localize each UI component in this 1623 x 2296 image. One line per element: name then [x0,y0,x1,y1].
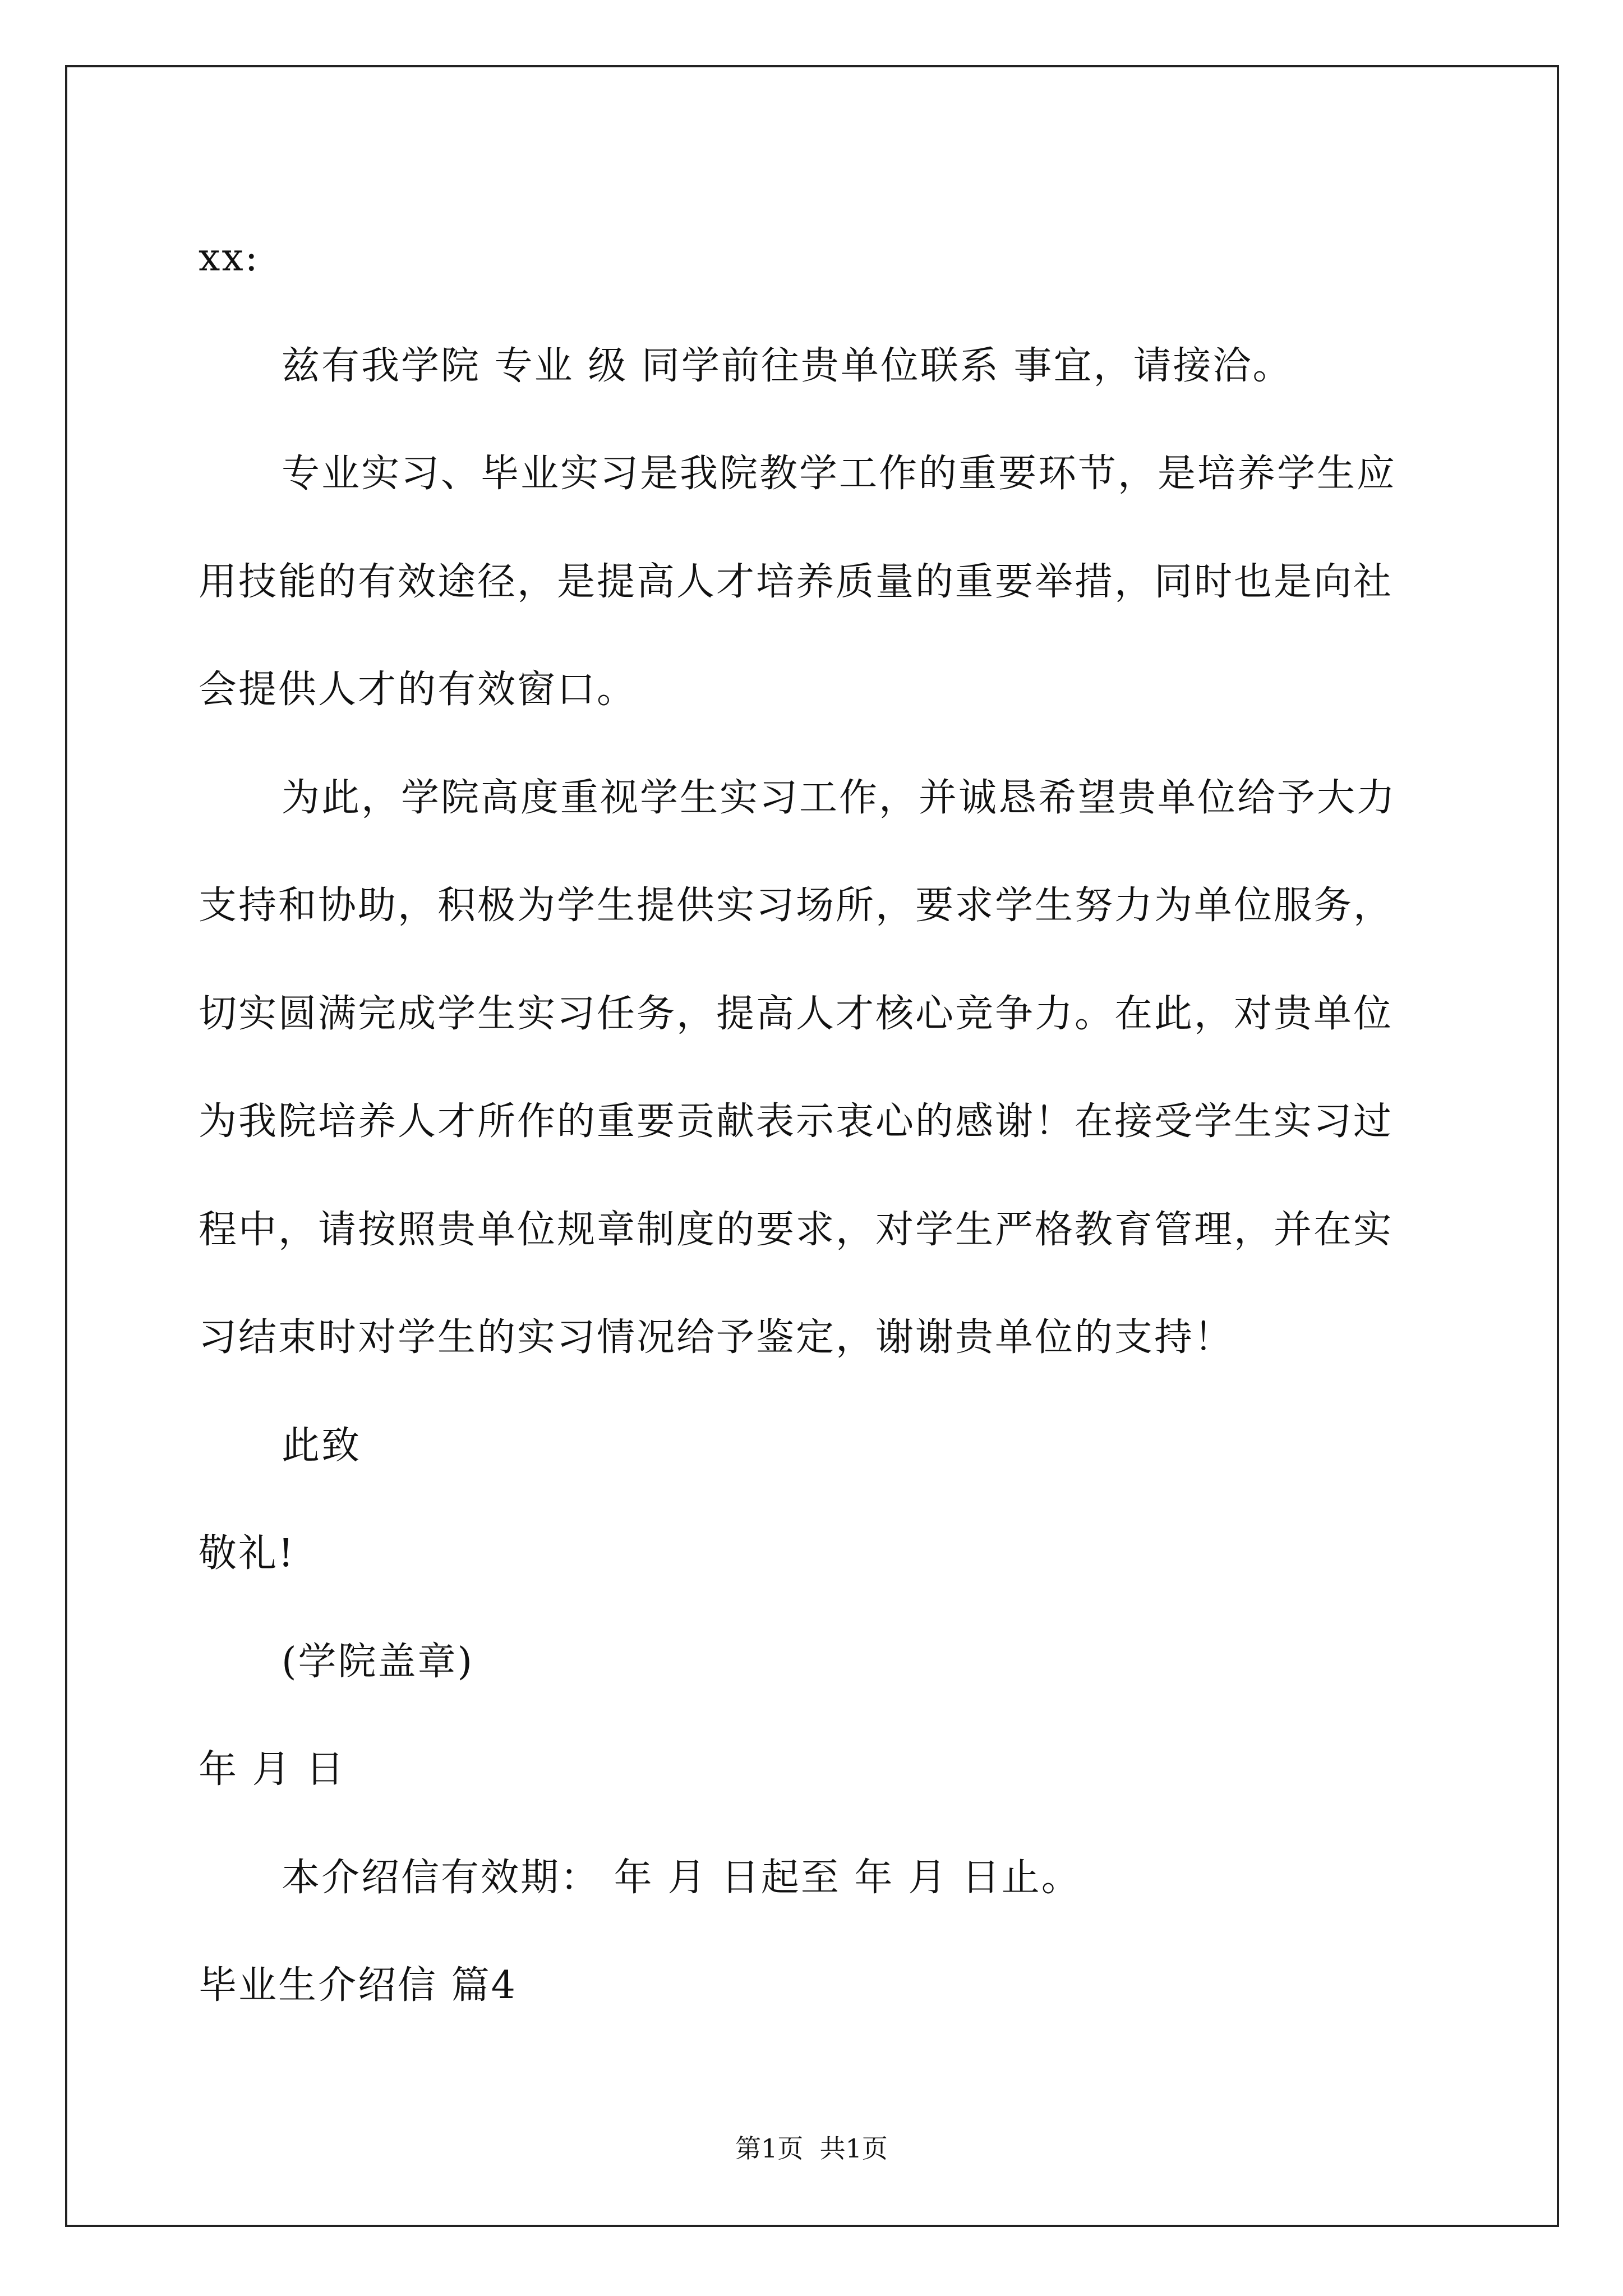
paragraph-3-line-5: 程中，请按照贵单位规章制度的要求，对学生严格教育管理，并在实 [199,1208,1394,1252]
paragraph-1: 兹有我学院 专业 级 同学前往贵单位联系 事宜，请接洽。 [282,344,1293,388]
next-section-heading: 毕业生介绍信 篇4 [199,1963,517,2008]
validity-line: 本介绍信有效期： 年 月 日起至 年 月 日止。 [282,1856,1081,1900]
closing-cizhi: 此致 [282,1424,362,1468]
paragraph-3-line-6: 习结束时对学生的实习情况给予鉴定，谢谢贵单位的支持！ [199,1315,1234,1360]
closing-jingli: 敬礼! [199,1531,296,1576]
paragraph-2-line-3: 会提供人才的有效窗口。 [199,668,637,712]
paragraph-3-line-1: 为此，学院高度重视学生实习工作，并诚恳希望贵单位给予大力 [282,776,1397,820]
date-line: 年 月 日 [199,1747,346,1792]
paragraph-2-line-1: 专业实习、毕业实习是我院教学工作的重要环节，是培养学生应 [282,452,1397,496]
paragraph-3-line-3: 切实圆满完成学生实习任务，提高人才核心竞争力。在此，对贵单位 [199,992,1394,1036]
seal-note: (学院盖章) [282,1640,474,1684]
salutation: xx: [199,236,260,280]
paragraph-3-line-4: 为我院培养人才所作的重要贡献表示衷心的感谢！在接受学生实习过 [199,1099,1394,1144]
page-footer: 第1页 共1页 [735,2133,888,2164]
paragraph-3-line-2: 支持和协助，积极为学生提供实习场所，要求学生努力为单位服务， [199,884,1394,928]
paragraph-2-line-2: 用技能的有效途径，是提高人才培养质量的重要举措，同时也是向社 [199,560,1394,604]
